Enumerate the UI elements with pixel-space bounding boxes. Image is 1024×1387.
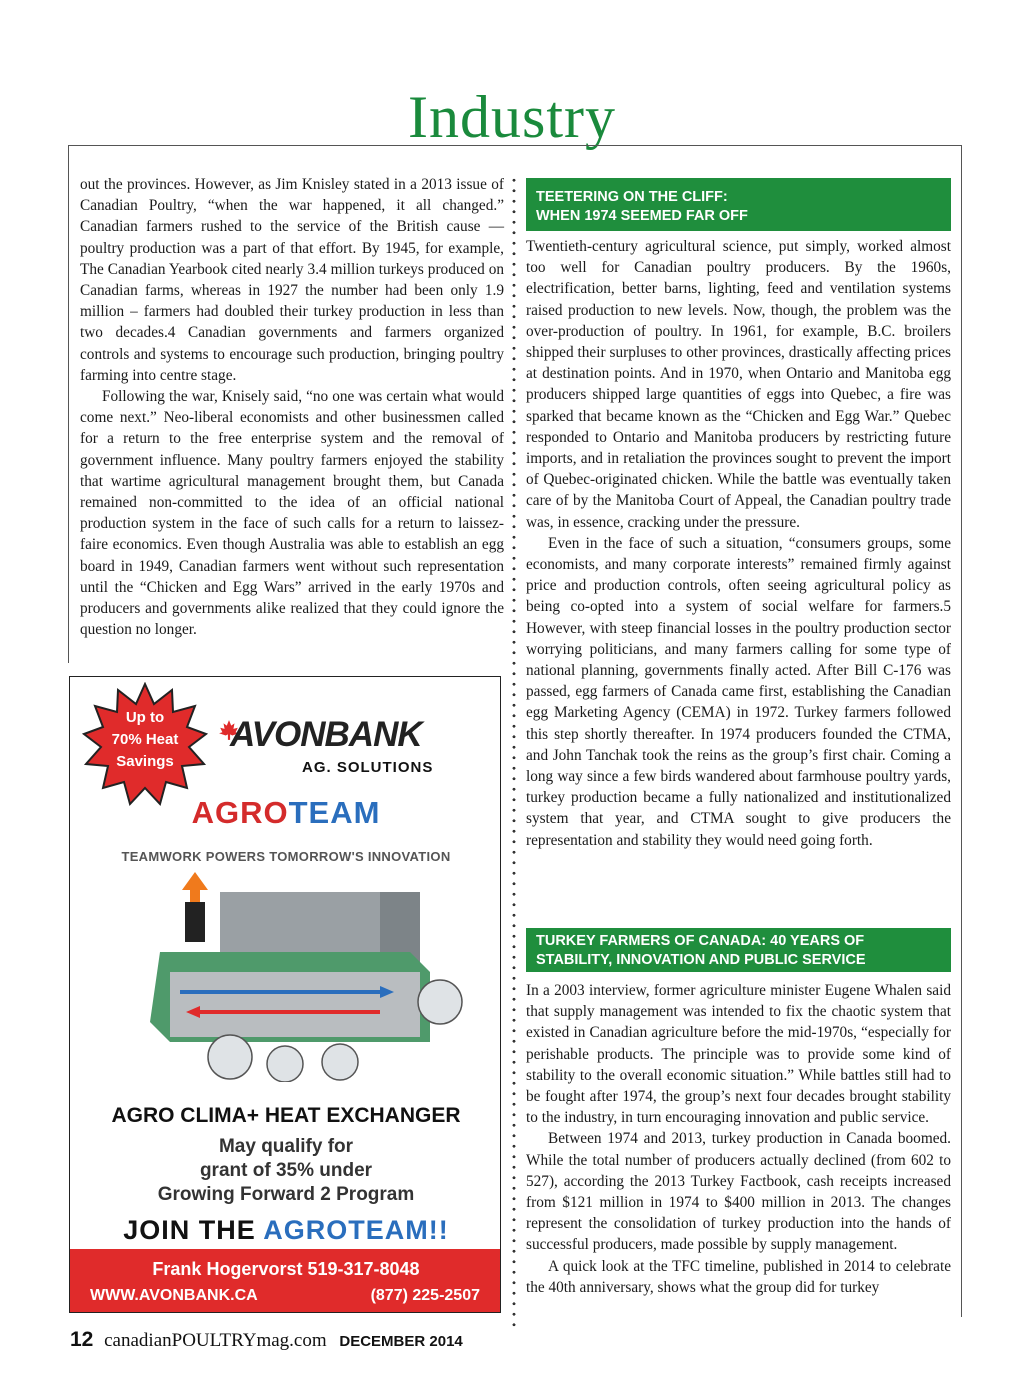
heading-line: STABILITY, INNOVATION AND PUBLIC SERVICE xyxy=(536,952,866,968)
page-number: 12 xyxy=(70,1328,94,1351)
ad-contact-name-phone: Frank Hogervorst 519-317-8048 xyxy=(152,1259,420,1279)
ad-contact-bar xyxy=(70,1249,501,1313)
starburst-line: Savings xyxy=(116,753,174,770)
agroteam-brand xyxy=(70,795,501,831)
heat-exchanger-illustration xyxy=(110,872,470,1082)
starburst-text xyxy=(90,707,200,773)
starburst-line: Up to xyxy=(125,709,165,726)
right-column-top xyxy=(526,236,951,851)
right-paragraph-1: Twentieth-century agricultural science, put simply, worked almost too well for Canadian poultry producers. By the 1960s, electrification, better barns, lighting, feed and ventilation systems raised production to new levels. Now, though, the problem was the over-production of poultry. In 1961, for example, B.C. broilers shipped their surpluses to other provinces, drastically affecting prices at destination points. And in 1970, when Ontario and Manitoba egg producers shipped large quantities of eggs into Quebec, a fire was sparked that became known as the “Chicken and Egg War.” Quebec responded to Ontario and Manitoba producers by restricting future imports, and in retaliation the provinces sought to prevent the import of Quebec-originated chicken. While the battle was eventually taken care of by the Manitoba Court of Appeal, the Canadian poultry trade was, in essence, cracking under the pressure. xyxy=(526,238,951,531)
frame-right-border xyxy=(961,145,962,1317)
right-column-bottom xyxy=(526,980,951,1315)
avonbank-logo: AVONBANK xyxy=(230,715,422,754)
right-paragraph-3: In a 2003 interview, former agriculture minister Eugene Whalen said that supply management was intended to fix the chaotic system that existed in Canadian agriculture before the mid-1970s, “especially for perishable products. The principle was to provide some kind of stability to the overall economic situation.” While battles still had to be fought after 1974, the group’s next four decades brought stability to the industry, in turn encouraging innovation and public service. xyxy=(526,982,951,1127)
right-paragraph-5: A quick look at the TFC timeline, published in 2014 to celebrate the 40th anniversary, shows what the group did for turkey xyxy=(526,1257,951,1296)
ad-product-headline: AGRO CLIMA+ HEAT EXCHANGER xyxy=(111,1104,461,1127)
column-divider-dots xyxy=(512,175,516,1330)
brand-part-agro: AGRO xyxy=(191,795,289,830)
footer-site: canadianPOULTRYmag.com xyxy=(104,1330,327,1351)
starburst-line: 70% Heat xyxy=(111,731,179,748)
join-prefix: JOIN THE xyxy=(123,1215,264,1245)
left-paragraph-1: out the provinces. However, as Jim Knisley stated in a 2013 issue of Canadian Poultry, “when the war happened, it all changed.” Canadian farmers rushed to the service of the British cause — poultry production was a part of that effort. By 1945, for example, The Canadian Yearbook cited nearly 3.4 million turkeys produced on Canadian farms, whereas in 1927 the number had been only 1.9 million – farmers had doubled their turkey production in less than two decades.4 Canadian governments and farmers organized controls and systems to encourage such production, bringing poultry farming into centre stage. xyxy=(80,176,504,384)
join-brand: AGROTEAM!! xyxy=(263,1215,449,1245)
avonbank-advertisement[interactable] xyxy=(69,676,501,1313)
footer-date: DECEMBER 2014 xyxy=(339,1333,463,1350)
offer-line: Growing Forward 2 Program xyxy=(157,1184,415,1205)
ad-website-link[interactable]: WWW.AVONBANK.CA xyxy=(90,1287,258,1304)
right-paragraph-2: Even in the face of such a situation, “consumers groups, some economists, and many corporate interests” remained firmly against price and production controls, often seeing agricultural policy as being co-opted into a system of social welfare for farmers.5 However, with steep financial losses in the poultry production sector worrying politicians, and many farmers calling for some type of national planning, governments finally acted. After Bill C-176 was passed, egg farmers of Canada came first, establishing the Canadian egg Marketing Agency (CEMA) in 1972. Turkey farmers followed this step shortly thereafter. In 1974 producers founded the CTMA, and John Tanchak took the reins as the group’s first chair. Coming a long way since a few birds wandered about farmhouse poultry yards, turkey production became a fully nationalized and institutionalized system that year, and CTMA sought to give producers the representation and stability they would need going forth. xyxy=(526,534,951,849)
page-footer xyxy=(70,1328,463,1354)
heading-line: WHEN 1974 SEEMED FAR OFF xyxy=(536,208,748,224)
heading-line: TEETERING ON THE CLIFF: xyxy=(536,189,728,205)
offer-line: May qualify for xyxy=(218,1136,354,1157)
section-heading-teetering xyxy=(526,178,951,231)
brand-part-team: TEAM xyxy=(288,795,381,830)
ad-join-line xyxy=(70,1215,501,1246)
title-rule xyxy=(68,145,962,146)
left-paragraph-2: Following the war, Knisely said, “no one was certain what would come next.” Neo-liberal economists and other businessmen called for a return to the free enterprise system and the removal of government influence. Many poultry farmers enjoyed the stability that wartime agricultural management brought them, but Canada remained non-committed to the idea of an official national production system in the face of such calls for a return to laissez-faire economics. Even though Australia was able to establish an egg board in 1949, Canadian farmers went without such representation until the “Chicken and Egg Wars” arrived in the early 1970s and producers and governments alike realized that they could ignore the question no longer. xyxy=(80,388,504,639)
right-paragraph-4: Between 1974 and 2013, turkey production in Canada boomed. While the total number of producers actually declined (from 602 to 527), according the 2013 Turkey Factbook, cash receipts increased from $121 million in 1974 to $400 million in 2013. The changes represent the consolidation of turkey production into the hands of successful producers, made possible by supply management. xyxy=(526,1130,951,1254)
ad-tollfree-phone: (877) 225-2507 xyxy=(370,1287,480,1304)
frame-left-border xyxy=(68,145,69,663)
left-column xyxy=(80,174,504,640)
ad-tagline: TEAMWORK POWERS TOMORROW'S INNOVATION xyxy=(121,849,451,864)
ad-offer xyxy=(70,1135,501,1207)
section-title: Industry xyxy=(408,84,616,150)
avonbank-logo-subtitle: AG. SOLUTIONS xyxy=(302,759,434,776)
section-heading-turkey-farmers xyxy=(526,928,951,972)
heading-line: TURKEY FARMERS OF CANADA: 40 YEARS OF xyxy=(536,933,865,949)
offer-line: grant of 35% under xyxy=(199,1160,373,1181)
